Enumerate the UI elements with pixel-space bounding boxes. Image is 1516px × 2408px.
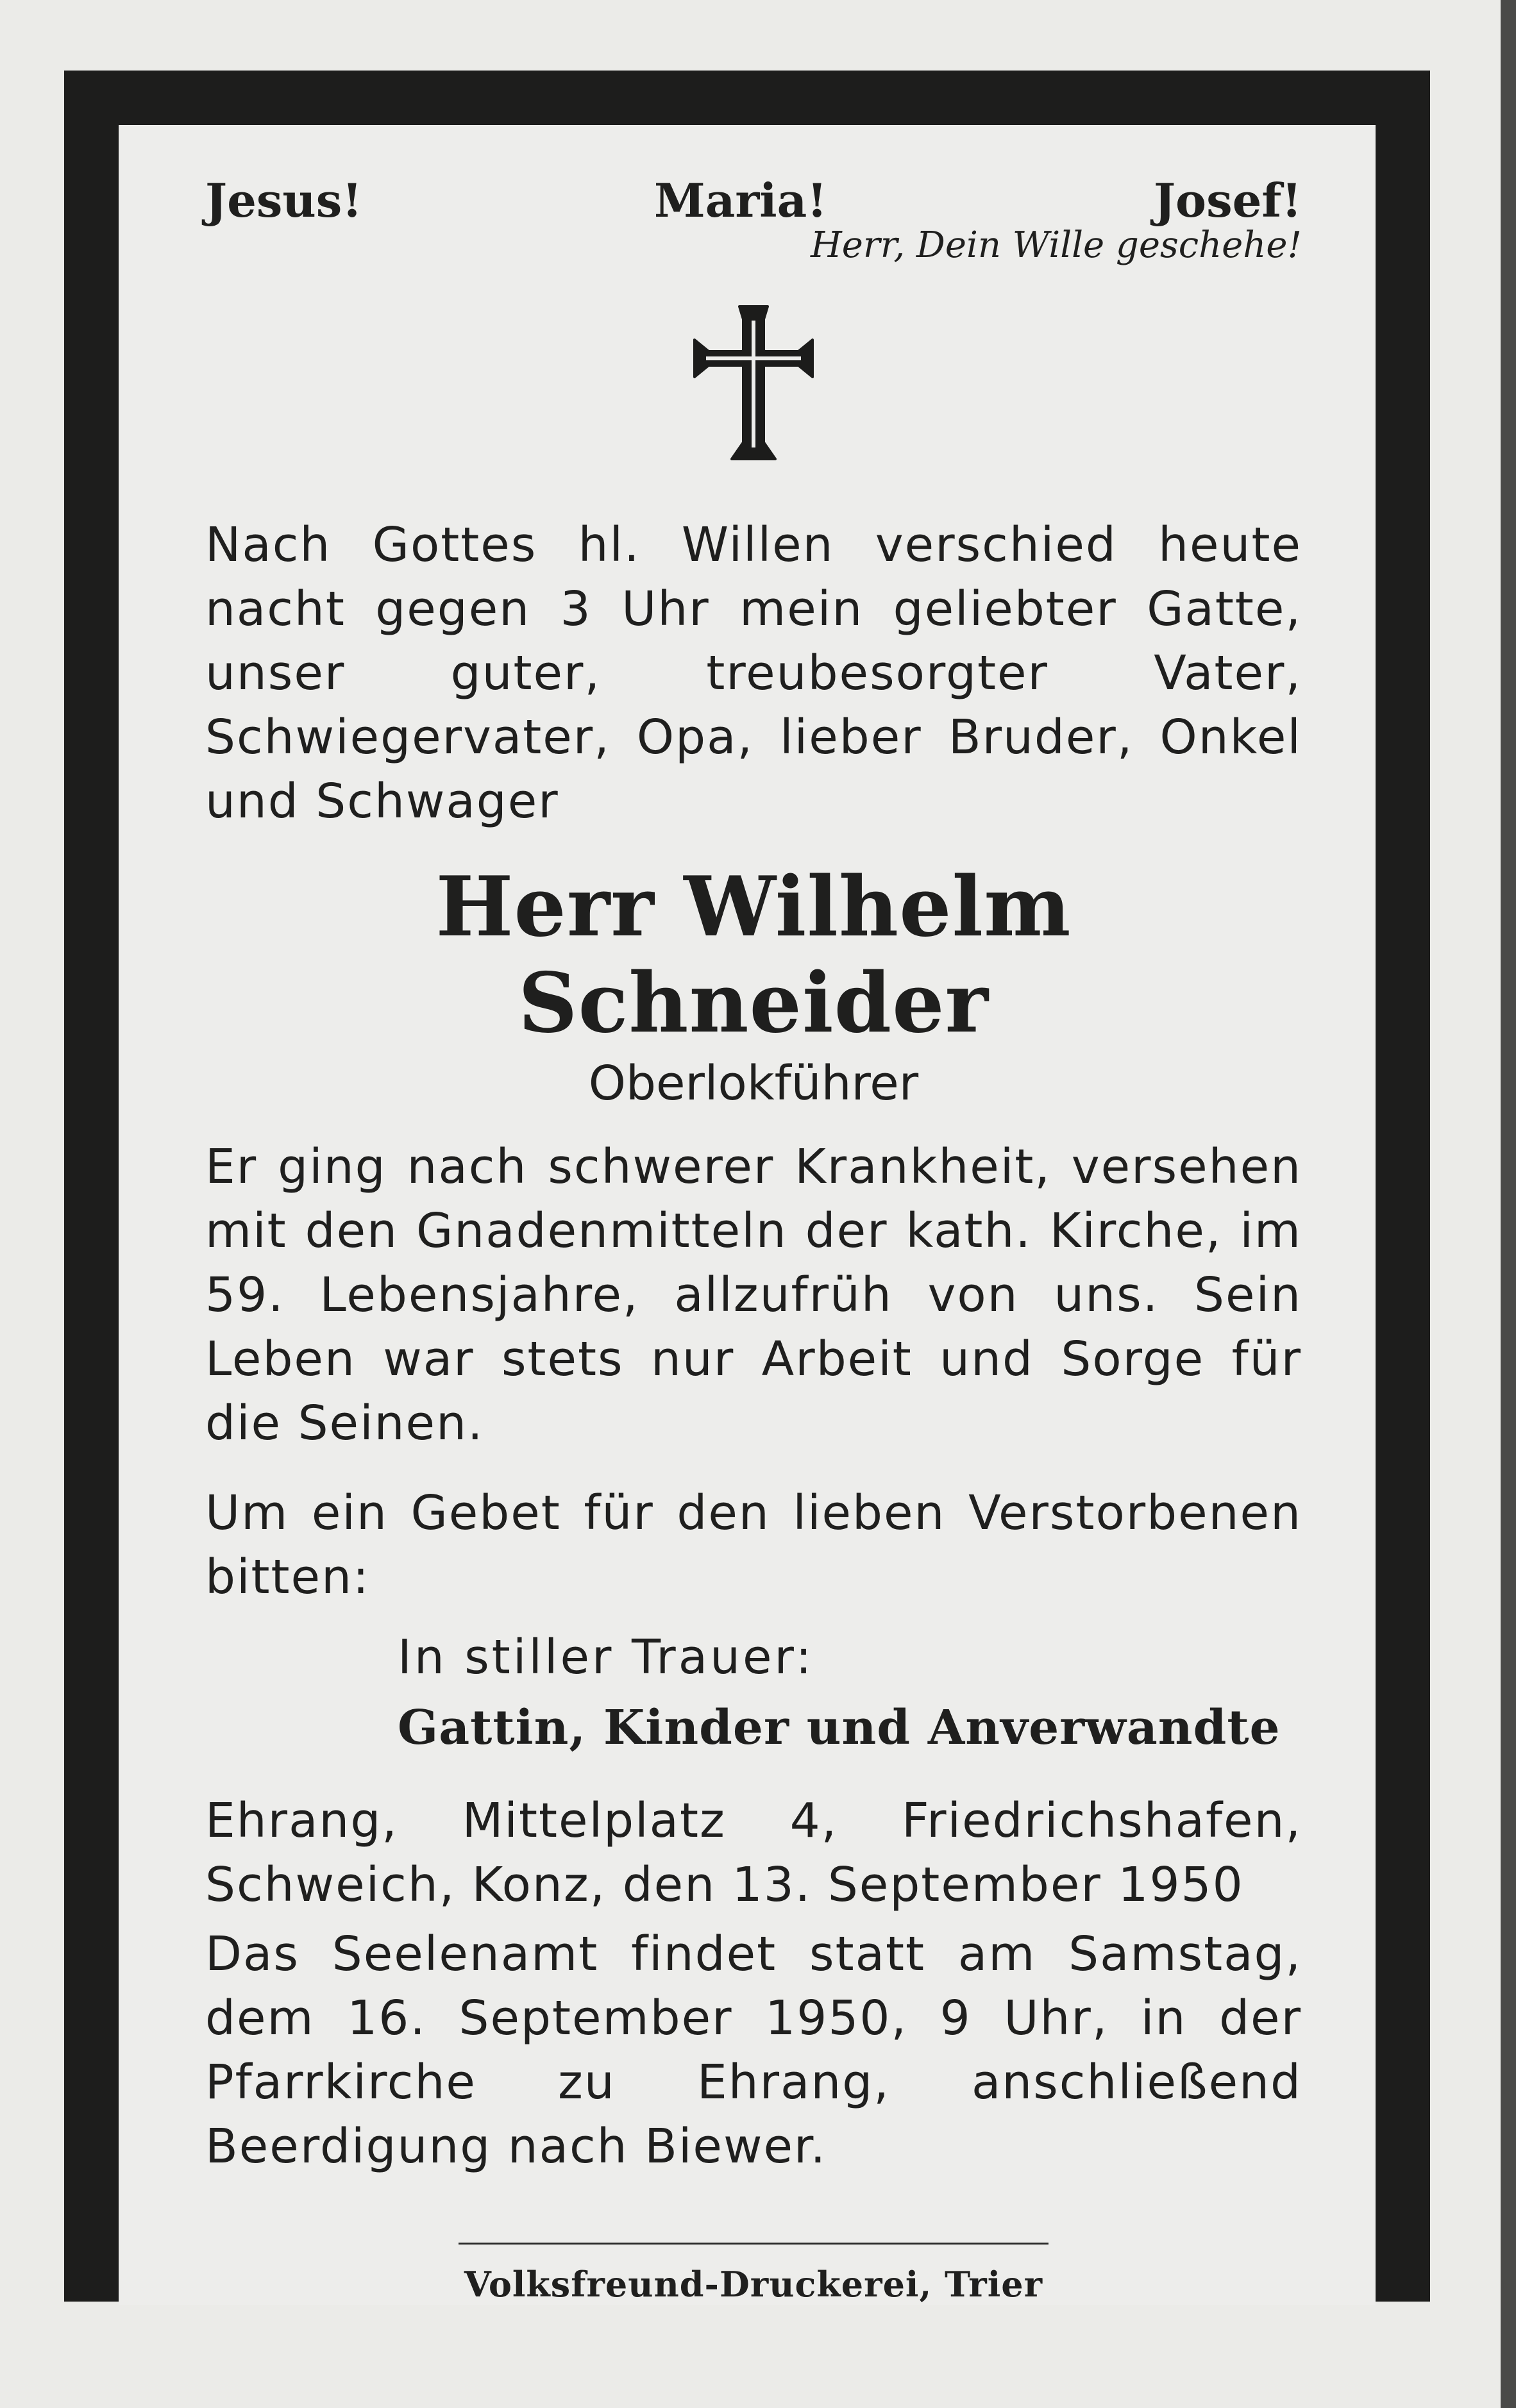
invocation-josef: Josef!	[1153, 173, 1302, 228]
death-details: Er ging nach schwerer Krankheit, versehen mit den Gnadenmitteln der kath. Kirche, im 59. Lebensjahre, allzufrüh von uns. Sein Leben war stets nur Arbeit und Sorge für die Seinen.	[205, 1139, 1302, 1451]
printer-imprint: Volksfreund-Druckerei, Trier	[464, 2264, 1043, 2305]
card-edge-shadow	[1501, 0, 1516, 2408]
card-content	[205, 154, 1302, 2305]
mourning-title: In stiller Trauer:	[398, 1630, 814, 1685]
latin-cross-icon	[689, 301, 818, 468]
invocation-jesus: Jesus!	[205, 173, 362, 228]
motto: Herr, Dein Wille geschehe!	[810, 224, 1302, 266]
death-announcement: Nach Gottes hl. Willen verschied heute nacht gegen 3 Uhr mein geliebter Gatte, unser guter, treubesorgter Vater, Schwiegervater, Opa, lieber Bruder, Onkel und Schwager	[205, 517, 1302, 829]
place-and-date: Ehrang, Mittelplatz 4, Friedrichshafen, Schweich, Konz, den 13. September 1950	[205, 1793, 1302, 1912]
mourning-signature	[205, 1622, 1302, 1763]
deceased-name: Herr Wilhelm Schneider	[435, 859, 1072, 1051]
mourners: Gattin, Kinder und Anverwandte	[398, 1700, 1281, 1755]
prayer-request: Um ein Gebet für den lieben Verstorbenen bitten:	[205, 1485, 1302, 1605]
invocation-maria: Maria!	[654, 173, 827, 228]
funeral-information: Das Seelenamt findet statt am Samstag, dem 16. September 1950, 9 Uhr, in der Pfarrkirche zu Ehrang, anschließend Beerdigung nach Biewer.	[205, 1927, 1302, 2174]
deceased-occupation: Oberlokführer	[588, 1056, 919, 1111]
divider-rule	[459, 2243, 1049, 2245]
invocation-header	[205, 154, 1302, 228]
